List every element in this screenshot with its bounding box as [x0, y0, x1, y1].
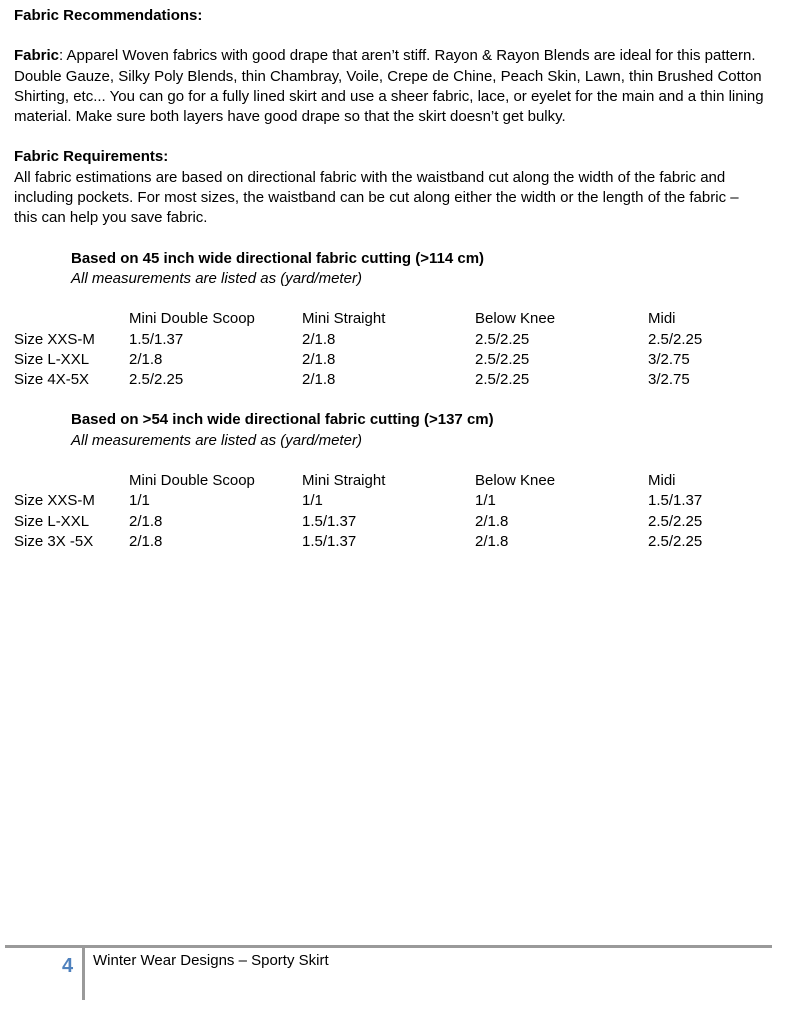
table-cell: 1.5/1.37 [129, 330, 184, 348]
size-cell: Size XXS-M [14, 492, 95, 510]
size-column-header [14, 471, 129, 491]
table-cell: 2/1.8 [129, 532, 163, 550]
table-cell: 2/1.8 [302, 330, 336, 348]
recommendations-paragraph [14, 46, 766, 127]
table-cell: 2/1.8 [475, 532, 509, 550]
document-page [14, 6, 766, 552]
fabric-label: Fabric [14, 47, 60, 65]
table-row [14, 370, 766, 390]
table-cell: 2.5/2.25 [475, 371, 530, 389]
column-header: Below Knee [475, 472, 556, 490]
table-cell: 1/1 [129, 492, 150, 510]
table-note: All measurements are listed as (yard/meter) [71, 431, 362, 449]
page-number: 4 [62, 955, 74, 977]
table-row [14, 512, 766, 532]
column-header: Midi [648, 472, 676, 490]
footer-divider [82, 947, 85, 1000]
column-header: Midi [648, 310, 676, 328]
table-row [14, 491, 766, 511]
size-cell: Size L-XXL [14, 350, 90, 368]
table-row [14, 330, 766, 350]
column-header: Below Knee [475, 310, 556, 328]
size-column-header [14, 309, 129, 329]
table-cell: 2/1.8 [302, 371, 336, 389]
table-title: Based on 45 inch wide directional fabric cutting (>114 cm) [71, 249, 485, 267]
recommendations-text: : Apparel Woven fabrics with good drape that aren’t stiff. Rayon & Rayon Blends are ideal for this pattern. Double Gauze, Silky Poly Blends, thin Chambray, Voile, Crepe de Chine, Peach Skin, Lawn, thin Brushed Cotton Shirting, etc... You can go for a fully lined skirt and use a sheer fabric, lace, or eyelet for the main and a thin lining material. Make sure both layers have good drape so that the skirt doesn’t get bulky. [14, 47, 764, 126]
requirements-text: All fabric estimations are based on directional fabric with the waistband cut along the width of the fabric and including pockets. For most sizes, the waistband can be cut along either the width or the length of the fabric – this can help you save fabric. [14, 168, 739, 227]
column-header: Mini Double Scoop [129, 472, 255, 490]
table-heading [14, 410, 766, 451]
table-cell: 2/1.8 [129, 350, 163, 368]
table-row [14, 532, 766, 552]
size-cell: Size 3X -5X [14, 532, 94, 550]
yardage-table [14, 309, 766, 390]
footer-title: Winter Wear Designs – Sporty Skirt [93, 952, 329, 969]
table-cell: 2.5/2.25 [475, 350, 530, 368]
yardage-table [14, 471, 766, 552]
spacer [14, 229, 766, 249]
table-cell: 1/1 [475, 492, 496, 510]
size-cell: Size L-XXL [14, 512, 90, 530]
table-cell: 1.5/1.37 [648, 492, 703, 510]
table-cell: 3/2.75 [648, 371, 690, 389]
size-cell: Size 4X-5X [14, 371, 90, 389]
table-cell: 2.5/2.25 [648, 512, 703, 530]
requirements-heading: Fabric Requirements: [14, 148, 169, 166]
table-heading [14, 249, 766, 290]
column-header: Mini Straight [302, 472, 386, 490]
table-title: Based on >54 inch wide directional fabric cutting (>137 cm) [71, 411, 494, 429]
table-note: All measurements are listed as (yard/meter) [71, 269, 362, 287]
table-cell: 2.5/2.25 [475, 330, 530, 348]
spacer [14, 127, 766, 147]
spacer [14, 26, 766, 46]
table-cell: 3/2.75 [648, 350, 690, 368]
size-cell: Size XXS-M [14, 330, 95, 348]
column-header: Mini Double Scoop [129, 310, 255, 328]
table-cell: 2.5/2.25 [648, 330, 703, 348]
table-cell: 2.5/2.25 [648, 532, 703, 550]
table-cell: 1/1 [302, 492, 323, 510]
table-header-row [14, 309, 766, 329]
column-header: Mini Straight [302, 310, 386, 328]
fabric-table-54 [14, 410, 766, 552]
table-cell: 2/1.8 [129, 512, 163, 530]
spacer [14, 390, 766, 410]
table-cell: 1.5/1.37 [302, 532, 357, 550]
table-header-row [14, 471, 766, 491]
table-cell: 2/1.8 [475, 512, 509, 530]
table-cell: 1.5/1.37 [302, 512, 357, 530]
table-cell: 2/1.8 [302, 350, 336, 368]
recommendations-heading: Fabric Recommendations: [14, 7, 203, 24]
footer-rule [5, 945, 772, 948]
table-cell: 2.5/2.25 [129, 371, 184, 389]
table-row [14, 350, 766, 370]
fabric-table-45 [14, 249, 766, 391]
